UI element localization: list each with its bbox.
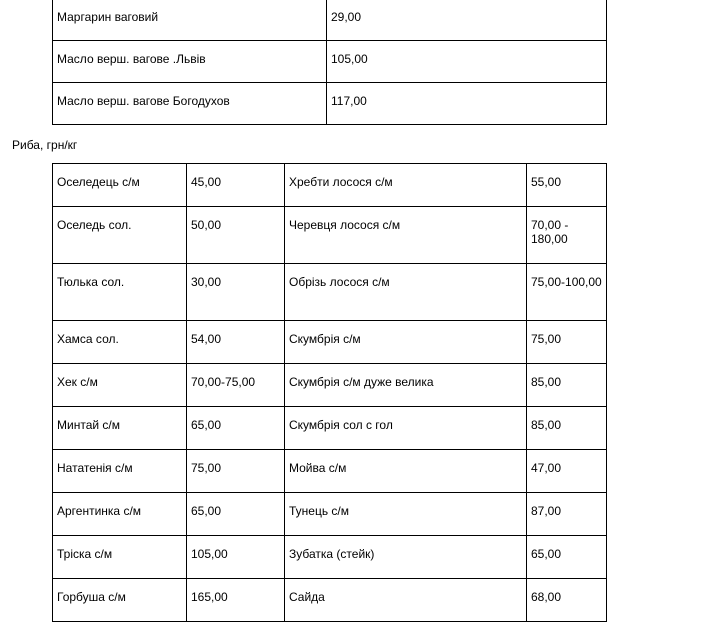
product-name: Тунець с/м: [285, 493, 527, 536]
table-row: [53, 493, 607, 536]
product-price: 70,00 - 180,00: [527, 207, 607, 264]
product-name: Скумбрія с/м: [285, 321, 527, 364]
product-price: 117,00: [327, 83, 607, 125]
product-price: 54,00: [187, 321, 285, 364]
product-name: Обрізь лосося с/м: [285, 264, 527, 321]
product-name: Сайда: [285, 579, 527, 622]
product-price: 30,00: [187, 264, 285, 321]
product-price: 50,00: [187, 207, 285, 264]
product-name: Черевця лосося с/м: [285, 207, 527, 264]
product-name: Хамса сол.: [53, 321, 187, 364]
table-row: [53, 83, 607, 125]
table-row: [53, 450, 607, 493]
product-price: 105,00: [327, 41, 607, 83]
product-price: 70,00-75,00: [187, 364, 285, 407]
product-price: 47,00: [527, 450, 607, 493]
product-price: 65,00: [187, 493, 285, 536]
product-price: 75,00: [527, 321, 607, 364]
product-price: 68,00: [527, 579, 607, 622]
product-name: Зубатка (стейк): [285, 536, 527, 579]
product-price: 29,00: [327, 0, 607, 41]
product-name: Оселедь сол.: [53, 207, 187, 264]
table-row: [53, 0, 607, 41]
product-price: 85,00: [527, 364, 607, 407]
product-name: Оселедець с/м: [53, 164, 187, 207]
product-price: 87,00: [527, 493, 607, 536]
product-name: Хек с/м: [53, 364, 187, 407]
product-name: Тюлька сол.: [53, 264, 187, 321]
product-price: 105,00: [187, 536, 285, 579]
table-row: [53, 264, 607, 321]
product-name: Мойва с/м: [285, 450, 527, 493]
table-row: [53, 407, 607, 450]
table-row: [53, 207, 607, 264]
table-row: [53, 164, 607, 207]
product-name: Аргентинка с/м: [53, 493, 187, 536]
product-price: 65,00: [527, 536, 607, 579]
product-price: 165,00: [187, 579, 285, 622]
table-row: [53, 536, 607, 579]
product-name: Скумбрія сол с гол: [285, 407, 527, 450]
fish-price-table: [52, 163, 607, 622]
product-name: Горбуша с/м: [53, 579, 187, 622]
product-name: Нататенія с/м: [53, 450, 187, 493]
section-caption-fish: Риба, грн/кг: [12, 138, 78, 152]
product-price: 55,00: [527, 164, 607, 207]
product-price: 65,00: [187, 407, 285, 450]
table-row: [53, 579, 607, 622]
product-price: 75,00-100,00: [527, 264, 607, 321]
product-price: 85,00: [527, 407, 607, 450]
product-name: Маргарин ваговий: [53, 0, 327, 41]
product-price: 75,00: [187, 450, 285, 493]
product-name: Хребти лосося с/м: [285, 164, 527, 207]
product-name: Масло верш. вагове .Львів: [53, 41, 327, 83]
table-row: [53, 321, 607, 364]
product-name: Скумбрія с/м дуже велика: [285, 364, 527, 407]
product-name: Масло верш. вагове Богодухов: [53, 83, 327, 125]
product-price: 45,00: [187, 164, 285, 207]
table-row: [53, 41, 607, 83]
table-row: [53, 364, 607, 407]
product-name: Минтай с/м: [53, 407, 187, 450]
product-name: Тріска с/м: [53, 536, 187, 579]
dairy-price-table: [52, 0, 607, 125]
